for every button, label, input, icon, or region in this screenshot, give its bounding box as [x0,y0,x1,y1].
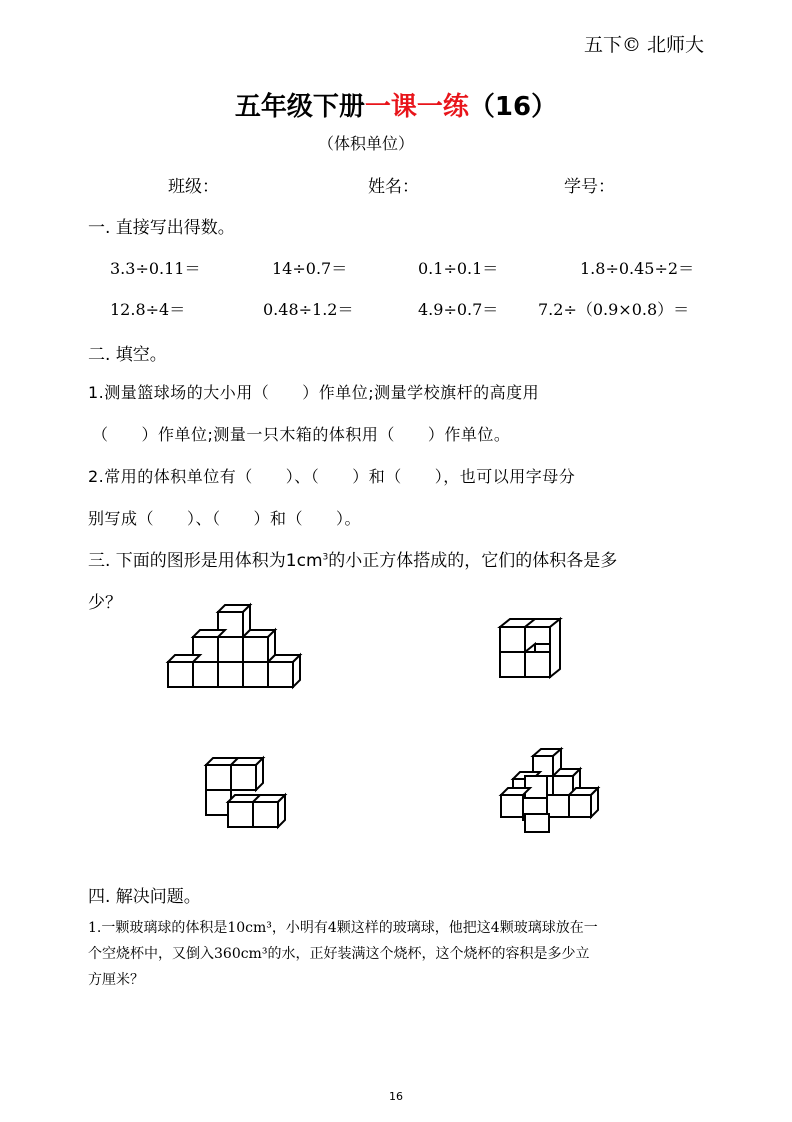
section3-heading-line2: 少？ [88,593,122,613]
section3-heading-pre: 三. 下面的图形是用体积为1cm [88,551,323,571]
calc-2-3: 4.9÷0.7＝ [418,300,499,319]
calc-1-1: 3.3÷0.11＝ [110,259,201,278]
section1-heading: 一. 直接写出得数。 [88,218,235,238]
calc-2-1: 12.8÷4＝ [110,300,186,319]
name-label: 姓名： [368,177,419,197]
section2-heading: 二. 填空。 [88,345,167,365]
id-label: 学号： [564,177,615,197]
cube-figure-3 [198,752,298,834]
section3-heading [88,546,617,571]
page-number: 16 [389,1090,403,1103]
cube-figure-1 [160,600,310,695]
class-label: 班级： [168,177,219,197]
section3-heading-sup: 3 [322,552,329,563]
title-main: 五年级下册 [234,92,365,122]
fill-q1-line2: （ ）作单位;测量一只木箱的体积用（ ）作单位。 [92,425,511,444]
section4-heading: 四. 解决问题。 [88,887,201,907]
calc-2-2: 0.48÷1.2＝ [263,300,354,319]
calc-1-3: 0.1÷0.1＝ [418,259,499,278]
fill-q2-line2: 别写成（ ）、（ ）和（ ）。 [88,509,362,528]
calc-2-4: 7.2÷（0.9×0.8）＝ [538,300,690,319]
cube-figure-4 [495,742,605,837]
page-subtitle: （体积单位） [318,134,415,153]
title-number: （16） [468,92,558,122]
corner-label: 五下© 北师大 [583,34,704,56]
page-title [0,86,792,123]
calc-1-4: 1.8÷0.45÷2＝ [580,259,695,278]
calc-1-2: 14÷0.7＝ [272,259,348,278]
problem-q1-line1: 1.一颗玻璃球的体积是10cm³，小明有4颗这样的玻璃球，他把这4颗玻璃球放在一 [88,920,598,936]
section3-heading-post: 的小正方体搭成的，它们的体积各是多 [328,551,618,571]
title-highlight: 一课一练 [364,92,469,122]
problem-q1-line2: 个空烧杯中，又倒入360cm³的水，正好装满这个烧杯，这个烧杯的容积是多少立 [88,946,590,962]
problem-q1-line3: 方厘米？ [88,972,144,988]
fill-q2-line1: 2.常用的体积单位有（ ）、（ ）和（ ），也可以用字母分 [88,467,576,486]
cube-figure-2 [492,612,577,694]
fill-q1-line1: 1.测量篮球场的大小用（ ）作单位;测量学校旗杆的高度用 [88,383,540,402]
